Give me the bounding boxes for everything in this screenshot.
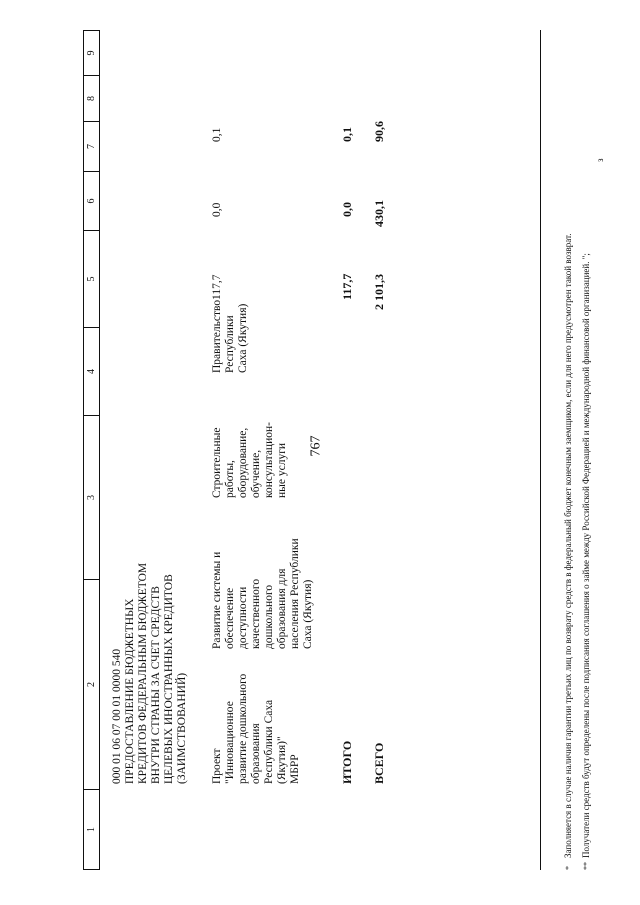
project-col4-line-6: ные услуги [276, 442, 288, 498]
project-col2-line-4: образования [250, 723, 262, 784]
project-col5-line-1: Правительство [211, 299, 223, 373]
itogo-col6: 117,7 [340, 273, 354, 300]
project-col8-value: 0,1 [211, 127, 223, 142]
header-col-2: 2 [84, 579, 99, 789]
footnote-1-mark: * [564, 866, 573, 870]
header-col-9: 9 [86, 50, 97, 56]
header-col-8: 8 [84, 75, 99, 121]
itogo-col7: 0,0 [340, 202, 354, 217]
project-col6-value: 117,7 [211, 274, 223, 300]
project-col5-line-3: Саха (Якутия) [237, 303, 249, 373]
footnote-2-text: Получатели средств будут определены после подписания соглашения о займе между Российской Федерацией и международной финансовой организацией. "; [581, 253, 591, 858]
vsego-col7: 430,1 [372, 200, 386, 227]
footnote-rule [540, 30, 541, 870]
header-col-7: 7 [84, 121, 99, 171]
project-col2-line-6: (Якутия)" [276, 736, 288, 784]
project-col3-line-3: доступности [237, 586, 249, 649]
vsego-label: ВСЕГО [372, 742, 386, 784]
section-title-line-2: КРЕДИТОВ ФЕДЕРАЛЬНЫМ БЮДЖЕТОМ [137, 562, 149, 784]
section-title-line-3: ВНУТРИ СТРАНЫ ЗА СЧЕТ СРЕДСТВ [150, 586, 162, 784]
header-col-3: 3 [84, 415, 99, 579]
table-header-row [83, 30, 100, 870]
vsego-col6: 2 101,3 [372, 274, 386, 310]
project-col5-line-2: Республики [224, 315, 236, 373]
project-col4-line-1: Строительные [211, 427, 223, 498]
header-col-4: 4 [84, 327, 99, 415]
itogo-label: ИТОГО [340, 740, 354, 784]
section-title-line-1: ПРЕДОСТАВЛЕНИЕ БЮДЖЕТНЫХ [124, 598, 136, 784]
footnotes [540, 30, 610, 870]
project-col7-value: 0,0 [211, 202, 223, 217]
header-col-6: 6 [84, 171, 99, 230]
project-col2-line-2: "Инновационное [224, 701, 236, 784]
project-col2-line-5: Республики Саха [263, 699, 275, 784]
project-col2-line-7: МБРР [289, 754, 301, 784]
header-col-1: 1 [84, 789, 99, 869]
project-col4-line-3: оборудование, [237, 427, 249, 498]
section-title-line-4: ЦЕЛЕВЫХ ИНОСТРАННЫХ КРЕДИТОВ [163, 574, 175, 784]
project-col3-line-4: качественного [250, 578, 262, 649]
project-col3-line-2: обеспечение [224, 587, 236, 649]
project-col3-line-7: населения Республики [289, 538, 301, 649]
page-number: 767 [308, 435, 324, 457]
project-col4-line-4: обучение, [250, 449, 262, 498]
section-code: 000 01 06 07 00 01 0000 540 [111, 648, 123, 784]
footnote-1-text: Заполняется в случае наличия гарантии третьих лиц по возврату средств в федеральный бюджет конечным заемщиком, если для него предусмотрен такой возврат. [563, 233, 573, 858]
header-col-5: 5 [84, 230, 99, 327]
project-col3-line-1: Развитие системы и [211, 551, 223, 649]
project-col3-line-6: образования для [276, 568, 288, 649]
itogo-col8: 0,1 [340, 127, 354, 142]
project-col2-line-1: Проект [211, 748, 223, 784]
project-col2-line-3: развитие дошкольного [237, 673, 249, 784]
rotated-table [83, 30, 603, 870]
project-col3-line-8: Саха (Якутия) [302, 579, 314, 649]
project-col4-line-2: работы, [224, 460, 236, 498]
project-col3-line-5: дошкольного [263, 584, 275, 649]
footnote-2-mark: ** [582, 862, 591, 870]
vsego-col8: 90,6 [372, 121, 386, 142]
section-title-line-5: (ЗАИМСТВОВАНИЙ) [176, 672, 188, 784]
footnote-suffix: з [595, 158, 605, 162]
project-col4-line-5: консультацион- [263, 422, 275, 498]
